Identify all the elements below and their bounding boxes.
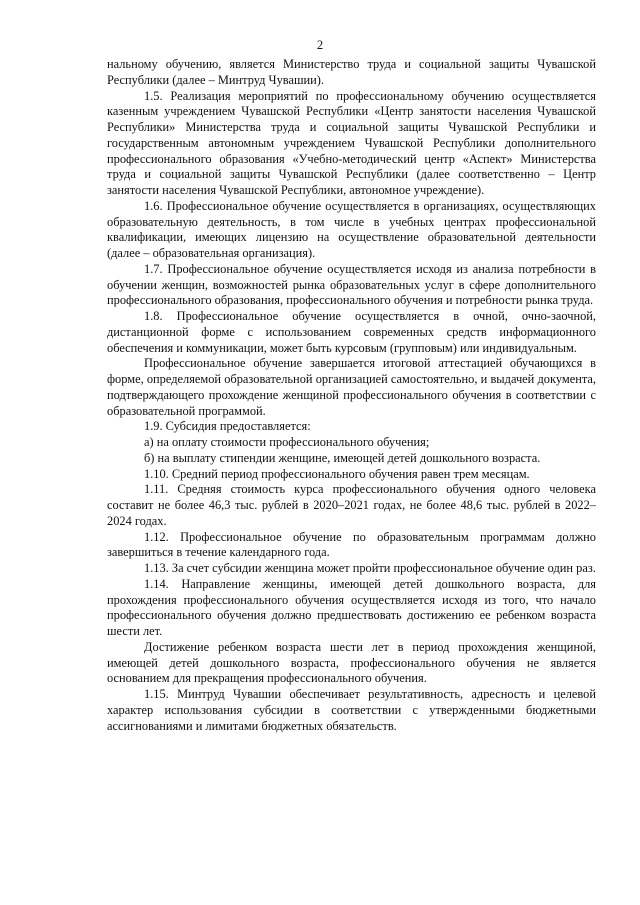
paragraph: 1.14. Направление женщины, имеющей детей дошкольного возраста, для прохождения профессионального обучения осуществляется исходя из того, что начало профессионального обучения должно предшествовать достижению ее ребенком возраста шести лет. (107, 576, 596, 638)
paragraph: 1.11. Средняя стоимость курса профессионального обучения одного человека составит не более 46,3 тыс. рублей в 2020–2021 годах, не более 48,6 тыс. рублей в 2022–2024 годах. (107, 482, 596, 528)
paragraph: а) на оплату стоимости профессионального обучения; (144, 435, 430, 449)
paragraph: 1.12. Профессиональное обучение по образовательным программам должно завершиться в течение календарного года. (107, 529, 596, 560)
paragraph: Профессиональное обучение завершается итоговой аттестацией обучающихся в форме, определяемой образовательной организацией самостоятельно, и выдачей документа, подтверждающего прохождение женщиной профессионального обучения в соответствии с образовательной программой. (107, 356, 596, 418)
paragraph: 1.5. Реализация мероприятий по профессиональному обучению осуществляется казенным учреждением Чувашской Республики «Центр занятости населения Чувашской Республики» Министерства труда и социальной защиты Чувашской Республики и государственным автономным учреждением Чувашской Республики дополнительного профессионального образования «Учебно-методический центр «Аспект» Министерства труда и социальной защиты Чувашской Республики (далее соответственно – Центр занятости населения Чувашской Республики, автономное учреждение). (107, 88, 596, 197)
paragraph: 1.7. Профессиональное обучение осуществляется исходя из анализа потребности в обучении женщин, возможностей рынка образовательных услуг в сфере дополнительного профессионального образования, профессионального обучения и потребности рынка труда. (107, 261, 596, 308)
paragraph: 1.15. Минтруд Чувашии обеспечивает результативность, адресность и целевой характер использования субсидии в соответствии с утвержденными бюджетными ассигнованиями и лимитами бюджетных обязательств. (107, 687, 596, 733)
paragraph: Достижение ребенком возраста шести лет в период прохождения женщиной, имеющей детей дошкольного возраста, профессионального обучения не является основанием для прекращения профессионального обучения. (107, 639, 596, 686)
paragraph: 1.13. За счет субсидии женщина может пройти профессиональное обучение один раз. (144, 561, 596, 575)
paragraph: 1.8. Профессиональное обучение осуществляется в очной, очно-заочной, дистанционной форме с использованием современных средств информационного обеспечения и коммуникации, может быть курсовым (групповым) или индивидуальным. (107, 309, 596, 355)
paragraph: б) на выплату стипендии женщине, имеющей детей дошкольного возраста. (144, 450, 541, 465)
page-number: 2 (316, 38, 324, 52)
paragraph: 1.9. Субсидия предоставляется: (144, 419, 311, 434)
paragraph: нальному обучению, является Министерство труда и социальной защиты Чувашской Республики (далее – Минтруд Чувашии). (107, 57, 596, 87)
paragraph: 1.6. Профессиональное обучение осуществляется в организациях, осуществляющих образовательную деятельность, в том числе в учебных центрах профессиональной квалификации, имеющих лицензию на осуществление образовательной деятельности (далее – образовательная организация). (107, 198, 596, 260)
paragraph: 1.10. Средний период профессионального обучения равен трем месяцам. (144, 466, 530, 481)
document-body (107, 57, 596, 734)
